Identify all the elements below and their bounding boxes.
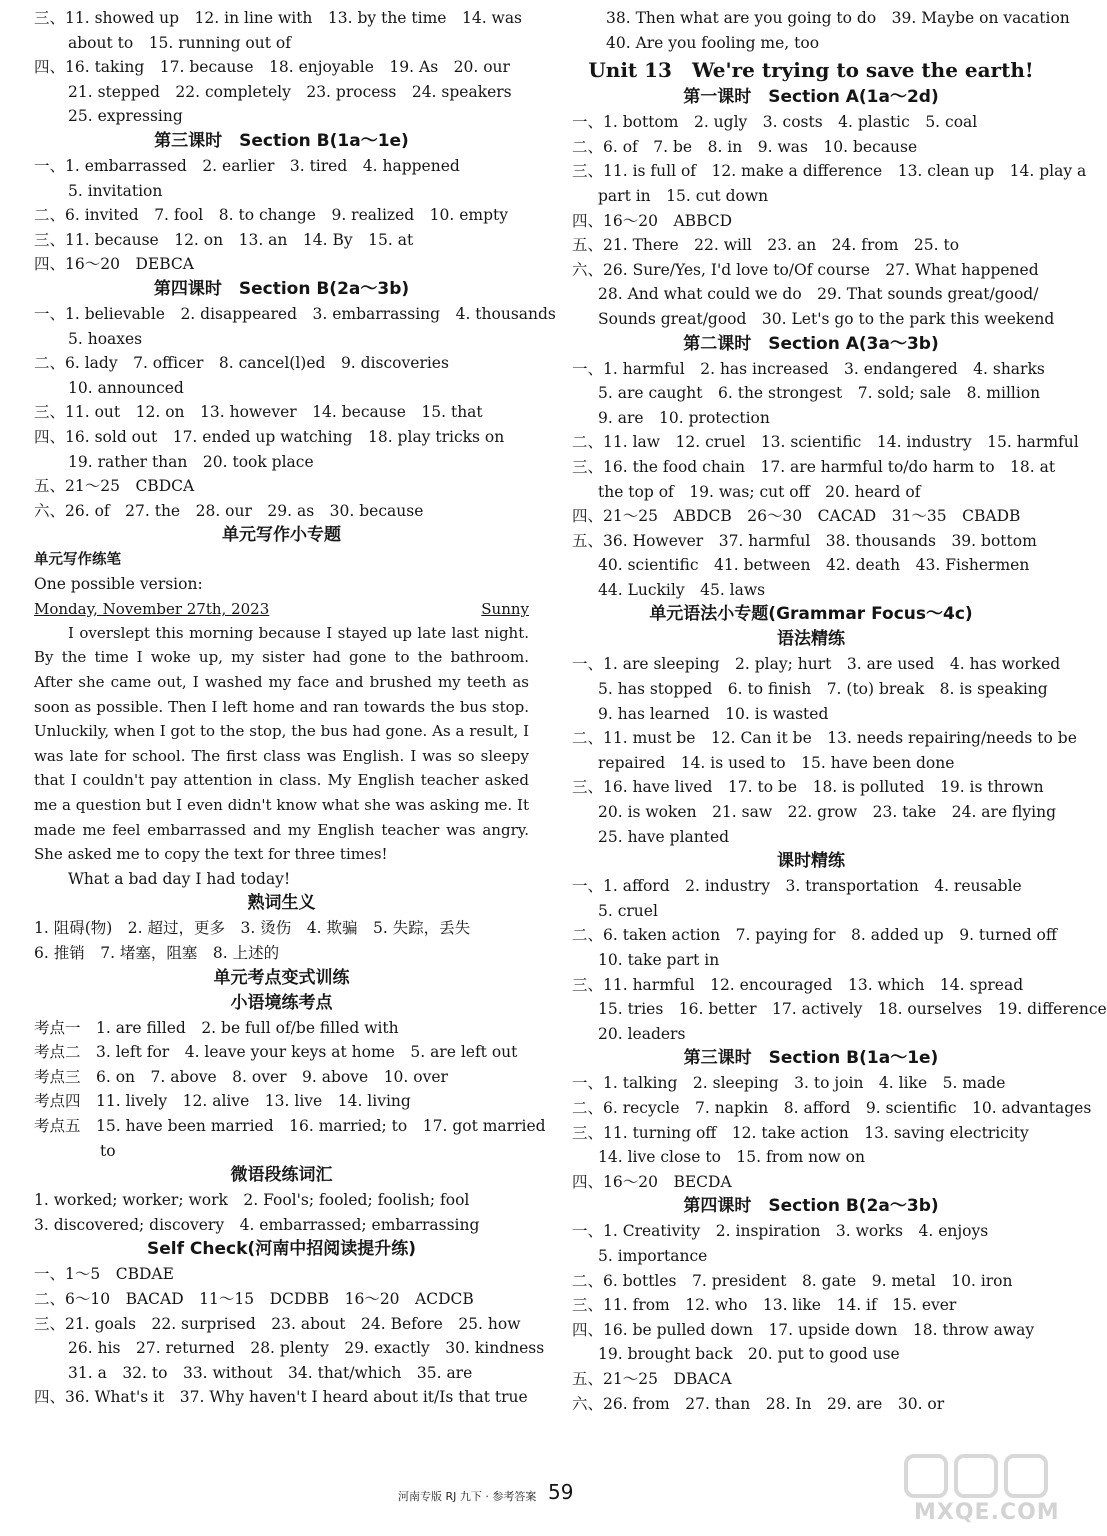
answer-line: 二、6. bottles 7. president 8. gate 9. metal 10. iron <box>572 1271 1013 1290</box>
subsection-heading: 单元写作练笔 <box>34 552 121 569</box>
section-heading: 第二课时 Section A(3a～3b) <box>683 333 939 354</box>
answer-line: 六、26. Sure/Yes, I'd love to/Of course 27. What happened <box>572 260 1039 279</box>
answer-line: about to 15. running out of <box>68 33 291 52</box>
answer-line: 25. have planted <box>598 827 730 846</box>
answer-line: 一、1. bottom 2. ugly 3. costs 4. plastic 5. coal <box>572 113 978 132</box>
answer-line: 三、11. harmful 12. encouraged 13. which 14. spread <box>572 975 1024 994</box>
writing-paragraph <box>34 621 529 867</box>
answer-line: 考点四 11. lively 12. alive 13. live 14. living <box>34 1092 411 1111</box>
answer-line: 二、6～10 BACAD 11～15 DCDBB 16～20 ACDCB <box>34 1289 474 1308</box>
answer-line: 三、16. have lived 17. to be 18. is polluted 19. is thrown <box>572 778 1044 797</box>
answer-line: 26. his 27. returned 28. plenty 29. exactly 30. kindness <box>68 1339 545 1358</box>
answer-line: 10. announced <box>68 378 184 397</box>
answer-line: 一、1. are sleeping 2. play; hurt 3. are used 4. has worked <box>572 655 1061 674</box>
answer-line: 9. has learned 10. is wasted <box>598 704 829 723</box>
answer-line: 9. are 10. protection <box>598 408 770 427</box>
answer-line: 六、26. from 27. than 28. In 29. are 30. or <box>572 1394 945 1413</box>
answer-line: 四、16～20 DEBCA <box>34 255 194 274</box>
answer-line: 一、1. harmful 2. has increased 3. endangered 4. sharks <box>572 359 1045 378</box>
watermark-text: MXQE.COM <box>914 1500 1060 1525</box>
answer-line: 二、11. must be 12. Can it be 13. needs repairing/needs to be <box>572 729 1077 748</box>
answer-line: 五、21. There 22. will 23. an 24. from 25. to <box>572 236 960 255</box>
answer-line: 四、16～20 BECDA <box>572 1172 732 1191</box>
answer-line: 四、36. What's it 37. Why haven't I heard about it/Is that true <box>34 1388 528 1407</box>
writing-dateline <box>34 597 529 621</box>
writing-intro: One possible version: <box>34 575 203 594</box>
answer-line: 三、11. from 12. who 13. like 14. if 15. ever <box>572 1296 957 1315</box>
answer-line: 四、16～20 ABBCD <box>572 211 732 230</box>
answer-line: 二、6. invited 7. fool 8. to change 9. realized 10. empty <box>34 206 509 225</box>
watermark-logo <box>900 1450 1060 1530</box>
answer-line: 5. are caught 6. the strongest 7. sold; sale 8. million <box>598 384 1041 403</box>
section-heading: 单元写作小专题 <box>222 525 341 546</box>
answer-line: 14. live close to 15. from now on <box>598 1148 865 1167</box>
answer-line: 15. tries 16. better 17. actively 18. ourselves 19. difference <box>598 1000 1107 1019</box>
answer-line: 四、16. sold out 17. ended up watching 18. play tricks on <box>34 427 505 446</box>
answer-line: 一、1. talking 2. sleeping 3. to join 4. like 5. made <box>572 1074 1006 1093</box>
answer-line: Sounds great/good 30. Let's go to the park this weekend <box>598 309 1055 328</box>
answer-line: 一、1. afford 2. industry 3. transportation 4. reusable <box>572 877 1022 896</box>
answer-line: 三、21. goals 22. surprised 23. about 24. Before 25. how <box>34 1314 521 1333</box>
answer-line: 三、11. because 12. on 13. an 14. By 15. at <box>34 230 414 249</box>
answer-line: 三、11. out 12. on 13. however 14. because 15. that <box>34 403 483 422</box>
answer-line: 6. 推销 7. 堵塞，阻塞 8. 上述的 <box>34 944 280 962</box>
writing-ending: What a bad day I had today! <box>68 869 291 888</box>
section-heading: 熟词生义 <box>247 893 316 914</box>
answer-line: 考点一 1. are filled 2. be full of/be filled with <box>34 1018 399 1037</box>
answer-line: 三、11. showed up 12. in line with 13. by the time 14. was <box>34 9 523 27</box>
answer-line: 考点三 6. on 7. above 8. over 9. above 10. over <box>34 1067 448 1086</box>
answer-line: 40. scientific 41. between 42. death 43. Fishermen <box>598 556 1030 575</box>
answer-line: 21. stepped 22. completely 23. process 24. speakers <box>68 82 512 101</box>
section-heading: 第四课时 Section B(2a～3b) <box>683 1196 939 1217</box>
subsection-heading: 小语境练考点 <box>230 992 333 1013</box>
section-heading: 第三课时 Section B(1a～1e) <box>154 130 409 151</box>
right-column <box>572 6 1107 1416</box>
answer-line: 四、16. be pulled down 17. upside down 18. throw away <box>572 1320 1035 1339</box>
answer-line: 31. a 32. to 33. without 34. that/which 35. are <box>68 1363 473 1382</box>
answer-line: 10. take part in <box>598 951 720 969</box>
section-heading: 第四课时 Section B(2a～3b) <box>153 278 410 299</box>
writing-date: Monday, November 27th, 2023 <box>34 599 270 618</box>
answer-line: 一、1～5 CBDAE <box>34 1265 174 1284</box>
answer-line: part in 15. cut down <box>598 186 769 205</box>
answer-line: 三、11. turning off 12. take action 13. saving electricity <box>572 1123 1029 1142</box>
subsection-heading: 语法精练 <box>777 629 845 650</box>
answer-line: 四、16. taking 17. because 18. enjoyable 19. As 20. our <box>34 58 510 77</box>
answer-line: 20. leaders <box>598 1024 686 1043</box>
answer-line: 二、6. lady 7. officer 8. cancel(l)ed 9. discoveries <box>34 354 449 373</box>
section-heading: 微语段练词汇 <box>230 1165 333 1186</box>
answer-line: 四、21～25 ABDCB 26～30 CACAD 31～35 CBADB <box>572 507 1021 526</box>
section-heading: 课时精练 <box>777 851 845 872</box>
answer-line: repaired 14. is used to 15. have been done <box>598 753 955 772</box>
writing-body: I overslept this morning because I stayed up late last night. By the time I woke up, my sister had gone to the bathroom. After she came out, I washed my face and brushed my teeth as soon as possible. Then I left home and ran towards the bus stop. Unluckily, when I got to the stop, the bus had gone. As a result, I was late for school. The first class was English. I was so sleepy that I couldn't pay attention in class. My English teacher asked me a question but I even didn't know what she was asking me. It made me feel embarrassed and my English teacher was angry. She asked me to copy the text for three times! <box>34 623 529 864</box>
answer-line: 40. Are you fooling me, too <box>606 33 820 52</box>
answer-line: 六、26. of 27. the 28. our 29. as 30. because <box>34 501 424 520</box>
answer-line: 二、6. recycle 7. napkin 8. afford 9. scientific 10. advantages <box>572 1098 1092 1117</box>
answer-line: 38. Then what are you going to do 39. Maybe on vacation <box>606 9 1070 27</box>
answer-line: 5. has stopped 6. to finish 7. (to) break 8. is speaking <box>598 680 1048 699</box>
answer-line: 一、1. believable 2. disappeared 3. embarrassing 4. thousands <box>34 304 556 323</box>
answer-line: 一、1. embarrassed 2. earlier 3. tired 4. happened <box>34 156 460 175</box>
answer-line: 5. importance <box>598 1246 708 1265</box>
answer-line: to <box>100 1141 116 1160</box>
watermark-icon <box>900 1450 1060 1502</box>
answer-line: 考点五 15. have been married 16. married; to 17. got married <box>34 1116 546 1135</box>
unit-title: Unit 13 We're trying to save the earth! <box>588 58 1034 83</box>
page-footer: 河南专版 RJ 九下 · 参考答案 <box>398 1490 537 1503</box>
answer-line: 五、21～25 CBDCA <box>34 477 195 496</box>
answer-line: the top of 19. was; cut off 20. heard of <box>598 482 921 501</box>
writing-weather: Sunny <box>481 599 529 618</box>
answer-line: 5. invitation <box>68 181 163 200</box>
answer-line: 五、36. However 37. harmful 38. thousands 39. bottom <box>572 531 1037 550</box>
answer-line: 1. 阻碍(物) 2. 超过，更多 3. 烫伤 4. 欺骗 5. 失踪，丢失 <box>34 919 471 938</box>
left-column <box>34 6 556 1410</box>
answer-line: 20. is woken 21. saw 22. grow 23. take 24. are flying <box>598 803 1057 822</box>
section-heading: Self Check(河南中招阅读提升练) <box>147 1239 416 1260</box>
section-heading: 单元考点变式训练 <box>213 967 350 988</box>
answer-line: 25. expressing <box>68 107 183 126</box>
section-heading: 第一课时 Section A(1a～2d) <box>683 87 939 108</box>
answer-line: 28. And what could we do 29. That sounds great/good/ <box>598 285 1039 304</box>
answer-line: 19. rather than 20. took place <box>68 452 314 471</box>
answer-line: 二、11. law 12. cruel 13. scientific 14. industry 15. harmful <box>572 433 1079 452</box>
answer-line: 3. discovered; discovery 4. embarrassed; embarrassing <box>34 1215 480 1234</box>
answer-line: 五、21～25 DBACA <box>572 1369 732 1388</box>
page-number: 59 <box>548 1480 574 1504</box>
answer-line: 二、6. of 7. be 8. in 9. was 10. because <box>572 137 918 156</box>
answer-line: 1. worked; worker; work 2. Fool's; fooled; foolish; fool <box>34 1191 470 1210</box>
answer-line: 二、6. taken action 7. paying for 8. added up 9. turned off <box>572 926 1057 945</box>
answer-line: 5. hoaxes <box>68 329 143 348</box>
answer-line: 考点二 3. left for 4. leave your keys at home 5. are left out <box>34 1043 518 1062</box>
answer-line: 19. brought back 20. put to good use <box>598 1345 900 1364</box>
answer-line: 三、11. is full of 12. make a difference 13. clean up 14. play a <box>572 162 1087 181</box>
section-heading: 单元语法小专题(Grammar Focus～4c) <box>649 604 973 625</box>
section-heading: 第三课时 Section B(1a～1e) <box>683 1048 939 1069</box>
answer-line: 5. cruel <box>598 901 658 920</box>
answer-line: 一、1. Creativity 2. inspiration 3. works 4. enjoys <box>572 1222 989 1241</box>
answer-line: 44. Luckily 45. laws <box>598 580 766 599</box>
answer-line: 三、16. the food chain 17. are harmful to/do harm to 18. at <box>572 457 1056 476</box>
